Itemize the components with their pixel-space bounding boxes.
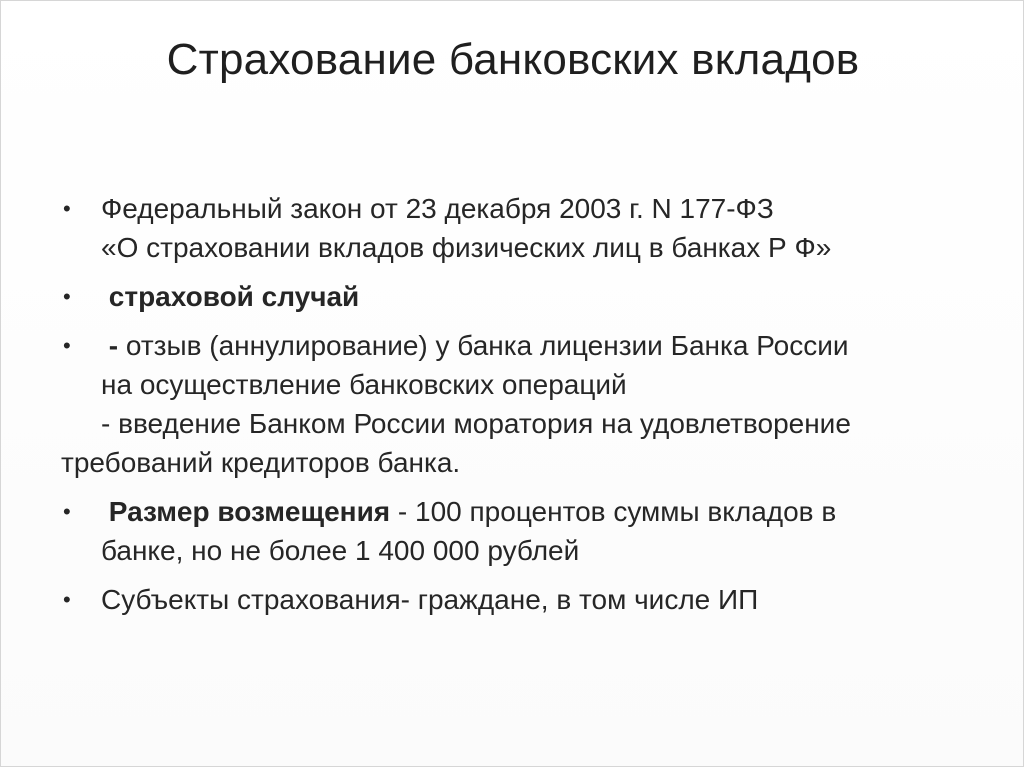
compensation-line-2: банке, но не более 1 400 000 рублей [101,535,580,566]
dash-prefix: - [108,330,119,361]
bullet-list [61,189,981,629]
moratorium-line-2: требований кредиторов банка. [61,447,461,478]
bullet-dot: • [63,587,71,612]
bullet-dot: • [63,284,71,309]
bullet-dot: • [63,499,71,524]
law-line-2: «О страховании вкладов физических лиц в банках Р Ф» [101,232,832,263]
license-line-1-text: отзыв (аннулирование) у банка лицензии Банка России [118,330,849,361]
moratorium-paragraph [61,404,981,482]
license-line-1 [101,326,981,365]
slide-title: Страхование банковских вкладов [166,35,860,84]
compensation-line-1-text: - 100 процентов суммы вкладов в [390,496,837,527]
bullet-item-insured-event [61,277,981,316]
insured-event-line [101,277,981,316]
bullet-item-subjects [61,580,981,619]
compensation-heading: Размер возмещения [108,496,391,527]
bullet-item-law [61,189,981,267]
bullet-item-license-revocation [61,326,981,404]
law-line-1: Федеральный закон от 23 декабря 2003 г. N 177-ФЗ [101,193,774,224]
compensation-line-1 [101,492,981,531]
bullet-item-compensation [61,492,981,570]
bullet-dot: • [63,196,71,221]
moratorium-line-1: - введение Банком России моратория на удовлетворение [101,408,851,439]
license-line-2: на осуществление банковских операций [101,369,627,400]
insured-event-heading: страховой случай [108,281,360,312]
subjects-line: Субъекты страхования- граждане, в том числе ИП [101,584,759,615]
bullet-dot: • [63,333,71,358]
